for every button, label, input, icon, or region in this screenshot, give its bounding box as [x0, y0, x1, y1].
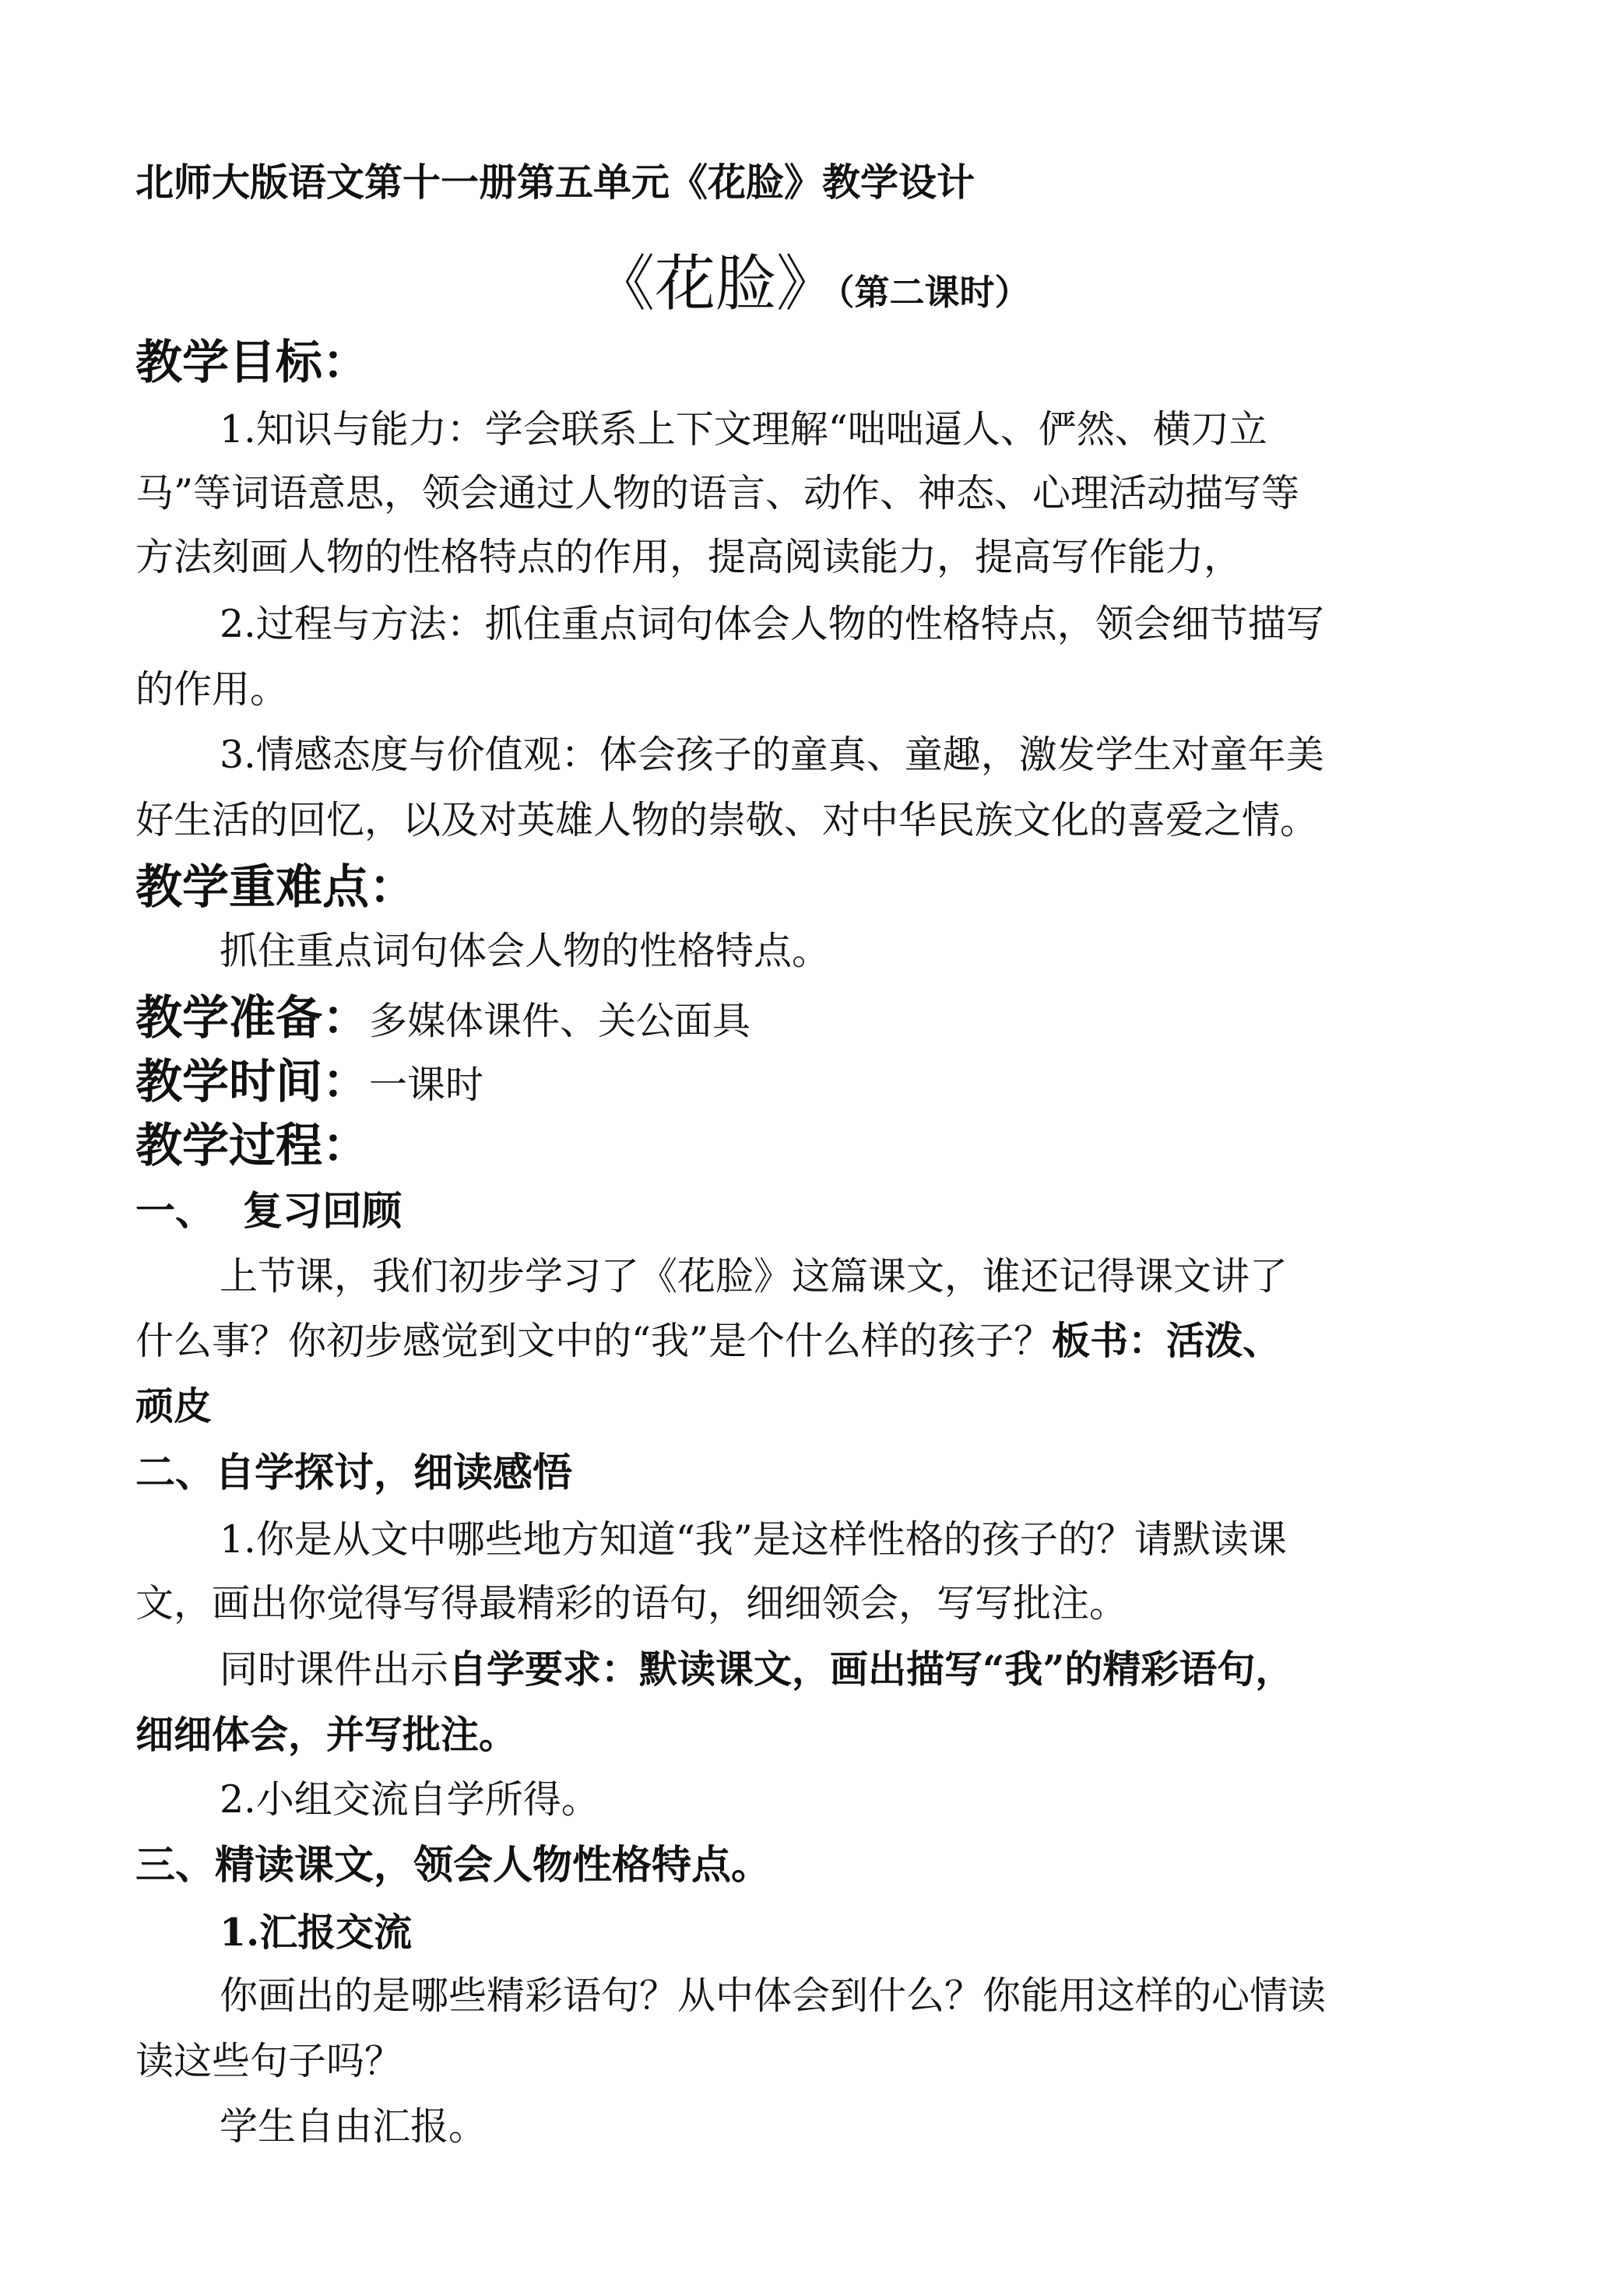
objective-2-line-1: 2.过程与方法：抓住重点词句体会人物的性格特点，领会细节描写 — [220, 602, 1324, 646]
section-2-requirement-text: 自学要求：默读课文，画出描写“我”的精彩语句， — [448, 1647, 1294, 1692]
preparation-row — [135, 990, 750, 1049]
section-3-last-line: 学生自由汇报。 — [220, 2104, 487, 2149]
process-heading: 教学过程： — [135, 1119, 369, 1173]
section-1-line-3: 顽皮 — [135, 1383, 213, 1429]
preparation-heading: 教学准备： — [135, 991, 369, 1046]
section-2-requirement-line-1 — [220, 1646, 1293, 1693]
section-3-para-line-2: 读这些句子吗？ — [135, 2039, 403, 2083]
objective-3-line-1: 3.情感态度与价值观：体会孩子的童真、童趣，激发学生对童年美 — [220, 733, 1324, 777]
section-2-item-1-line-2: 文，画出你觉得写得最精彩的语句，细细领会，写写批注。 — [135, 1581, 1128, 1625]
section-1-line-2 — [135, 1317, 1281, 1365]
section-1-line-1: 上节课，我们初步学习了《花脸》这篇课文，谁还记得课文讲了 — [220, 1254, 1288, 1299]
section-2-requirement-line-2: 细细体会，并写批注。 — [135, 1712, 518, 1757]
preparation-value: 多媒体课件、关公面具 — [369, 999, 751, 1043]
time-row — [135, 1054, 483, 1113]
lesson-title-sub: （第二课时） — [837, 272, 1030, 313]
section-3-heading: 三、精读课文，领会人物性格特点。 — [135, 1842, 772, 1889]
section-1-title: 复习回顾 — [243, 1188, 402, 1235]
objective-1-line-1: 1.知识与能力：学会联系上下文理解“咄咄逼人、俨然、横刀立 — [220, 407, 1267, 452]
objective-2-line-2: 的作用。 — [135, 667, 289, 712]
lesson-title — [594, 249, 1030, 336]
section-2-heading: 二、自学探讨，细读感悟 — [135, 1450, 573, 1496]
section-3-para-line-1: 你画出的是哪些精彩语句？从中体会到什么？你能用这样的心情读 — [220, 1973, 1327, 2018]
section-3-subheading: 1.汇报交流 — [220, 1910, 413, 1955]
objective-1-line-3: 方法刻画人物的性格特点的作用，提高阅读能力，提高写作能力， — [135, 535, 1243, 579]
time-heading: 教学时间： — [135, 1055, 369, 1109]
section-1-heading — [135, 1188, 402, 1235]
blackboard-note: 板书：活泼、 — [1052, 1318, 1281, 1363]
section-2-item-2: 2.小组交流自学所得。 — [220, 1777, 599, 1822]
objective-3-line-2: 好生活的回忆，以及对英雄人物的崇敬、对中华民族文化的喜爱之情。 — [135, 798, 1319, 842]
section-1-number: 一、 — [135, 1188, 216, 1235]
document-header: 北师大版语文第十一册第五单元《花脸》教学设计 — [135, 160, 975, 205]
section-2-requirement-intro: 同时课件出示 — [220, 1647, 449, 1692]
objective-1-line-2: 马”等词语意思，领会通过人物的语言、动作、神态、心理活动描写等 — [135, 471, 1300, 515]
key-points-heading: 教学重难点： — [135, 860, 416, 915]
section-1-line-2-text: 什么事？你初步感觉到文中的“我”是个什么样的孩子？ — [135, 1319, 1053, 1363]
section-2-item-1-line-1: 1.你是从文中哪些地方知道“我”是这样性格的孩子的？请默读课 — [220, 1517, 1287, 1562]
objectives-heading: 教学目标： — [135, 336, 369, 390]
time-value: 一课时 — [369, 1063, 484, 1107]
key-points-text: 抓住重点词句体会人物的性格特点。 — [220, 929, 831, 973]
lesson-title-main: 《花脸》 — [594, 249, 838, 319]
